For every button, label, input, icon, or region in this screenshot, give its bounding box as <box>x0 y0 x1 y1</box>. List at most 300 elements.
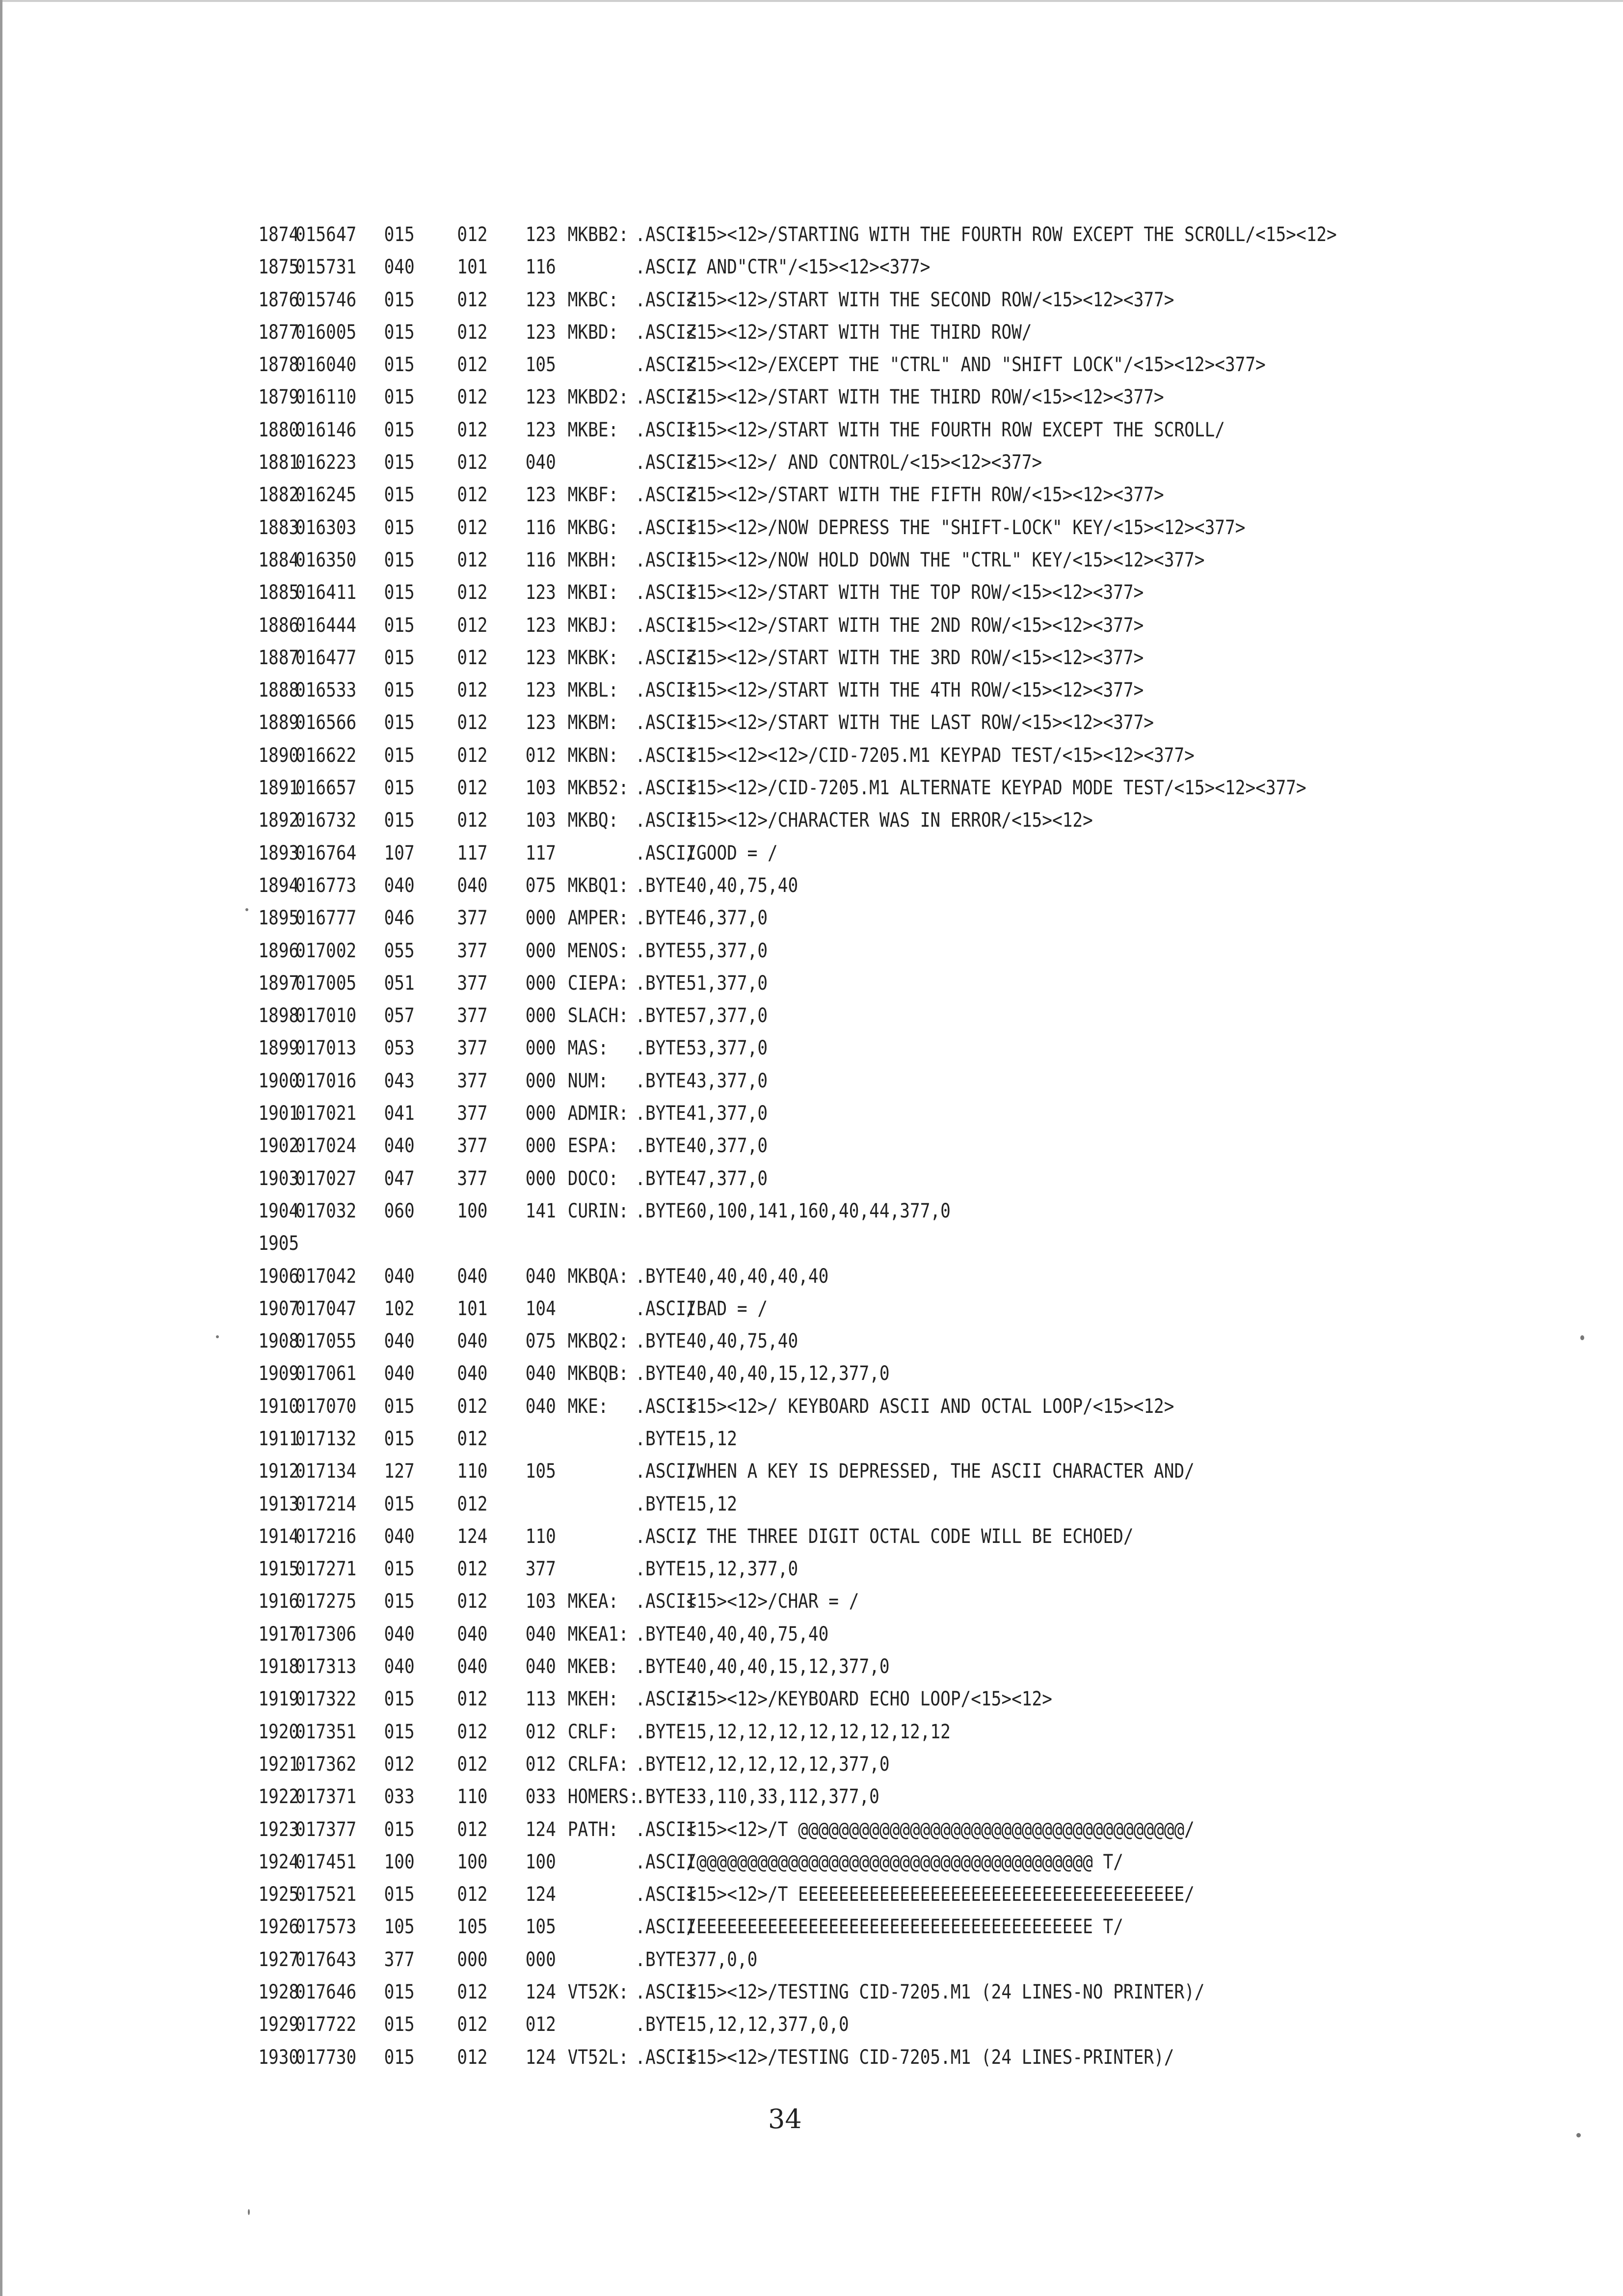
line-number: 1904 <box>258 1199 299 1222</box>
byte-1: 015 <box>384 1688 415 1711</box>
line-number: 1915 <box>258 1558 299 1581</box>
byte-3: 000 <box>525 1948 556 1971</box>
line-number: 1910 <box>258 1395 299 1418</box>
byte-3: 000 <box>525 1102 556 1125</box>
line-number: 1918 <box>258 1655 299 1678</box>
directive: .ASCIZ <box>635 646 696 669</box>
operand: 40,377,0 <box>686 1134 768 1158</box>
address: 016533 <box>295 679 357 702</box>
byte-1: 055 <box>384 939 415 962</box>
listing-row <box>0 1520 1396 1553</box>
operand: <15><12>/TESTING CID-7205.M1 (24 LINES-PRINTER)/ <box>686 2046 1174 2069</box>
directive: .ASCIZ <box>635 1525 696 1548</box>
byte-3: 123 <box>525 711 556 734</box>
byte-3: 000 <box>525 972 556 995</box>
byte-3: 040 <box>525 1265 556 1288</box>
operand: <15><12>/NOW HOLD DOWN THE "CTRL" KEY/<15><12><377> <box>686 548 1205 571</box>
line-number: 1875 <box>258 256 299 279</box>
label: ESPA: <box>567 1134 619 1158</box>
listing-row <box>0 772 1396 804</box>
line-number: 1888 <box>258 679 299 702</box>
byte-2: 124 <box>457 1525 488 1548</box>
address: 017027 <box>295 1167 357 1190</box>
operand: <15><12>/NOW DEPRESS THE "SHIFT-LOCK" KEY/<15><12><377> <box>686 516 1246 539</box>
address: 017016 <box>295 1069 357 1092</box>
page-edge-top <box>0 0 1623 2</box>
byte-2: 012 <box>457 548 488 571</box>
listing-row <box>0 674 1396 706</box>
byte-3: 113 <box>525 1688 556 1711</box>
directive: .ASCII <box>635 777 696 800</box>
directive: .ASCII <box>635 614 696 637</box>
operand: 40,40,40,40,40 <box>686 1265 829 1288</box>
address: 017216 <box>295 1525 357 1548</box>
address: 017021 <box>295 1102 357 1125</box>
line-number: 1920 <box>258 1720 299 1743</box>
address: 016777 <box>295 907 357 930</box>
byte-2: 012 <box>457 809 488 832</box>
byte-1: 015 <box>384 223 415 246</box>
byte-1: 043 <box>384 1069 415 1092</box>
listing-row <box>0 999 1396 1032</box>
address: 016732 <box>295 809 357 832</box>
line-number: 1909 <box>258 1362 299 1385</box>
line-number: 1883 <box>258 516 299 539</box>
byte-3: 000 <box>525 1037 556 1060</box>
address: 016773 <box>295 874 357 897</box>
listing-row <box>0 1065 1396 1097</box>
address: 016444 <box>295 614 357 637</box>
label: SLACH: <box>567 1004 629 1027</box>
byte-1: 015 <box>384 777 415 800</box>
byte-1: 015 <box>384 646 415 669</box>
byte-1: 377 <box>384 1948 415 1971</box>
operand: 15,12,12,12,12,12,12,12,12 <box>686 1720 951 1743</box>
listing-row <box>0 1911 1396 1943</box>
assembly-listing <box>0 218 1623 2074</box>
byte-2: 012 <box>457 679 488 702</box>
address: 017070 <box>295 1395 357 1418</box>
address: 016622 <box>295 744 357 767</box>
label: PATH: <box>567 1818 619 1841</box>
line-number: 1922 <box>258 1785 299 1809</box>
byte-2: 101 <box>457 256 488 279</box>
address: 016350 <box>295 548 357 571</box>
byte-2: 012 <box>457 614 488 637</box>
byte-2: 012 <box>457 1720 488 1743</box>
operand: 15,12 <box>686 1427 737 1450</box>
line-number: 1895 <box>258 907 299 930</box>
listing-row <box>0 349 1396 381</box>
byte-3: 123 <box>525 581 556 604</box>
directive: .ASCII <box>635 581 696 604</box>
label: MKBQ: <box>567 809 619 832</box>
directive: .ASCII <box>635 1395 696 1418</box>
byte-3: 110 <box>525 1525 556 1548</box>
operand: <15><12>/START WITH THE FOURTH ROW EXCEPT THE SCROLL/ <box>686 418 1225 441</box>
operand: <15><12>/TESTING CID-7205.M1 (24 LINES-NO PRINTER)/ <box>686 1981 1205 2004</box>
directive: .BYTE <box>635 1004 686 1027</box>
line-number: 1912 <box>258 1460 299 1483</box>
line-number: 1898 <box>258 1004 299 1027</box>
byte-2: 012 <box>457 2013 488 2036</box>
byte-2: 377 <box>457 1167 488 1190</box>
address: 017134 <box>295 1460 357 1483</box>
label: MKBF: <box>567 484 619 507</box>
address: 017351 <box>295 1720 357 1743</box>
page-number: 34 <box>768 2104 802 2134</box>
byte-2: 012 <box>457 418 488 441</box>
line-number: 1921 <box>258 1753 299 1776</box>
byte-3: 105 <box>525 1460 556 1483</box>
byte-1: 015 <box>384 2013 415 2036</box>
byte-3: 000 <box>525 1167 556 1190</box>
address: 016110 <box>295 386 357 409</box>
directive: .BYTE <box>635 1069 686 1092</box>
label: MKBK: <box>567 646 619 669</box>
byte-3: 123 <box>525 321 556 344</box>
directive: .ASCIZ <box>635 288 696 311</box>
operand: 43,377,0 <box>686 1069 768 1092</box>
byte-2: 012 <box>457 1492 488 1515</box>
directive: .BYTE <box>635 1037 686 1060</box>
label: MKBB2: <box>567 223 629 246</box>
line-number: 1901 <box>258 1102 299 1125</box>
line-number: 1908 <box>258 1330 299 1353</box>
line-number: 1905 <box>258 1232 299 1255</box>
byte-2: 012 <box>457 646 488 669</box>
listing-row <box>0 1716 1396 1748</box>
address: 017643 <box>295 1948 357 1971</box>
operand: <15><12>/ AND CONTROL/<15><12><377> <box>686 451 1042 474</box>
address: 016040 <box>295 353 357 377</box>
byte-3: 040 <box>525 1395 556 1418</box>
listing-row <box>0 1130 1396 1162</box>
byte-2: 100 <box>457 1850 488 1873</box>
label: MKEA1: <box>567 1622 629 1646</box>
byte-2: 040 <box>457 1362 488 1385</box>
label: MKE: <box>567 1395 609 1418</box>
operand: <15><12><12>/CID-7205.M1 KEYPAD TEST/<15><12><377> <box>686 744 1195 767</box>
operand: 15,12,12,377,0,0 <box>686 2013 849 2036</box>
scan-speck <box>245 908 248 911</box>
operand: 51,377,0 <box>686 972 768 995</box>
directive: .BYTE <box>635 1492 686 1515</box>
label: MKBN: <box>567 744 619 767</box>
directive: .BYTE <box>635 1753 686 1776</box>
line-number: 1923 <box>258 1818 299 1841</box>
label: MKB52: <box>567 777 629 800</box>
label: MKBI: <box>567 581 619 604</box>
line-number: 1926 <box>258 1916 299 1939</box>
byte-1: 107 <box>384 841 415 864</box>
line-number: 1880 <box>258 418 299 441</box>
line-number: 1925 <box>258 1883 299 1906</box>
operand: 15,12,377,0 <box>686 1558 798 1581</box>
label: MKBE: <box>567 418 619 441</box>
line-number: 1889 <box>258 711 299 734</box>
directive: .BYTE <box>635 1655 686 1678</box>
byte-1: 015 <box>384 386 415 409</box>
byte-2: 012 <box>457 1818 488 1841</box>
address: 017306 <box>295 1622 357 1646</box>
byte-1: 040 <box>384 1362 415 1385</box>
byte-3: 000 <box>525 907 556 930</box>
listing-row <box>0 479 1396 511</box>
directive: .ASCIZ <box>635 321 696 344</box>
byte-2: 012 <box>457 386 488 409</box>
byte-2: 012 <box>457 1883 488 1906</box>
byte-2: 117 <box>457 841 488 864</box>
label: MKBQB: <box>567 1362 629 1385</box>
operand: <15><12>/ KEYBOARD ASCII AND OCTAL LOOP/<15><12> <box>686 1395 1174 1418</box>
directive: .ASCII <box>635 1981 696 2004</box>
byte-1: 040 <box>384 256 415 279</box>
directive: .ASCII <box>635 548 696 571</box>
address: 017313 <box>295 1655 357 1678</box>
listing-row <box>0 804 1396 837</box>
line-number: 1929 <box>258 2013 299 2036</box>
address: 017377 <box>295 1818 357 1841</box>
byte-1: 047 <box>384 1167 415 1190</box>
byte-3: 141 <box>525 1199 556 1222</box>
byte-1: 015 <box>384 1427 415 1450</box>
address: 017371 <box>295 1785 357 1809</box>
label: MKEB: <box>567 1655 619 1678</box>
byte-2: 012 <box>457 1753 488 1776</box>
address: 017451 <box>295 1850 357 1873</box>
line-number: 1914 <box>258 1525 299 1548</box>
byte-1: 015 <box>384 679 415 702</box>
label: MAS: <box>567 1037 609 1060</box>
directive: .ASCII <box>635 223 696 246</box>
byte-2: 012 <box>457 2046 488 2069</box>
listing-row <box>0 1488 1396 1520</box>
directive: .ASCII <box>635 711 696 734</box>
operand: / AND"CTR"/<15><12><377> <box>686 256 931 279</box>
byte-3: 075 <box>525 874 556 897</box>
listing-row <box>0 1423 1396 1455</box>
line-number: 1882 <box>258 484 299 507</box>
address: 015731 <box>295 256 357 279</box>
listing-row <box>0 1813 1396 1846</box>
byte-3: 103 <box>525 777 556 800</box>
byte-1: 040 <box>384 874 415 897</box>
line-number: 1881 <box>258 451 299 474</box>
byte-1: 102 <box>384 1297 415 1320</box>
operand: 46,377,0 <box>686 907 768 930</box>
directive: .ASCIZ <box>635 256 696 279</box>
address: 016566 <box>295 711 357 734</box>
byte-1: 015 <box>384 1492 415 1515</box>
byte-1: 015 <box>384 418 415 441</box>
listing-row <box>0 284 1396 316</box>
label: MKBJ: <box>567 614 619 637</box>
byte-2: 377 <box>457 1037 488 1060</box>
line-number: 1893 <box>258 841 299 864</box>
operand: <15><12>/START WITH THE THIRD ROW/ <box>686 321 1032 344</box>
byte-3: 100 <box>525 1850 556 1873</box>
byte-2: 012 <box>457 711 488 734</box>
label: MKEH: <box>567 1688 619 1711</box>
directive: .BYTE <box>635 1785 686 1809</box>
byte-3: 105 <box>525 1916 556 1939</box>
scan-speck <box>216 1335 219 1338</box>
address: 017362 <box>295 1753 357 1776</box>
address: 017002 <box>295 939 357 962</box>
byte-3: 123 <box>525 646 556 669</box>
byte-1: 015 <box>384 1981 415 2004</box>
byte-3: 124 <box>525 1981 556 2004</box>
listing-row <box>0 642 1396 674</box>
operand: <15><12>/START WITH THE LAST ROW/<15><12><377> <box>686 711 1154 734</box>
listing-row <box>0 316 1396 349</box>
operand: <15><12>/KEYBOARD ECHO LOOP/<15><12> <box>686 1688 1052 1711</box>
listing-row <box>0 544 1396 576</box>
directive: .BYTE <box>635 939 686 962</box>
operand: <15><12>/CID-7205.M1 ALTERNATE KEYPAD MODE TEST/<15><12><377> <box>686 777 1306 800</box>
operand: <15><12>/START WITH THE 2ND ROW/<15><12><377> <box>686 614 1144 637</box>
listing-row <box>0 902 1396 934</box>
byte-2: 000 <box>457 1948 488 1971</box>
directive: .ASCII <box>635 744 696 767</box>
listing-row <box>0 1293 1396 1325</box>
operand: 41,377,0 <box>686 1102 768 1125</box>
label: CIEPA: <box>567 972 629 995</box>
listing-row <box>0 414 1396 446</box>
address: 016411 <box>295 581 357 604</box>
operand: <15><12>/CHAR = / <box>686 1590 859 1613</box>
operand: <15><12>/START WITH THE TOP ROW/<15><12><377> <box>686 581 1144 604</box>
directive: .ASCIZ <box>635 451 696 474</box>
byte-1: 015 <box>384 516 415 539</box>
operand: /EEEEEEEEEEEEEEEEEEEEEEEEEEEEEEEEEEEEEEE T/ <box>686 1916 1123 1939</box>
byte-1: 040 <box>384 1525 415 1548</box>
listing-row <box>0 1878 1396 1911</box>
line-number: 1884 <box>258 548 299 571</box>
line-number: 1906 <box>258 1265 299 1288</box>
byte-3: 075 <box>525 1330 556 1353</box>
byte-2: 110 <box>457 1785 488 1809</box>
address: 017042 <box>295 1265 357 1288</box>
directive: .ASCII <box>635 809 696 832</box>
byte-3: 012 <box>525 1720 556 1743</box>
operand: <15><12>/START WITH THE 3RD ROW/<15><12><377> <box>686 646 1144 669</box>
byte-3: 123 <box>525 288 556 311</box>
byte-1: 015 <box>384 1818 415 1841</box>
directive: .BYTE <box>635 1622 686 1646</box>
byte-3: 123 <box>525 223 556 246</box>
directive: .BYTE <box>635 1167 686 1190</box>
line-number: 1878 <box>258 353 299 377</box>
directive: .BYTE <box>635 1102 686 1125</box>
listing-row <box>0 1455 1396 1487</box>
line-number: 1924 <box>258 1850 299 1873</box>
line-number: 1897 <box>258 972 299 995</box>
operand: 55,377,0 <box>686 939 768 962</box>
byte-1: 053 <box>384 1037 415 1060</box>
byte-3: 105 <box>525 353 556 377</box>
label: CURIN: <box>567 1199 629 1222</box>
directive: .ASCII <box>635 1850 696 1873</box>
byte-2: 012 <box>457 484 488 507</box>
byte-2: 012 <box>457 1981 488 2004</box>
line-number: 1903 <box>258 1167 299 1190</box>
byte-3: 033 <box>525 1785 556 1809</box>
byte-3: 123 <box>525 418 556 441</box>
byte-3: 040 <box>525 1655 556 1678</box>
operand: 12,12,12,12,12,377,0 <box>686 1753 890 1776</box>
byte-3: 103 <box>525 809 556 832</box>
byte-2: 012 <box>457 321 488 344</box>
line-number: 1896 <box>258 939 299 962</box>
listing-row <box>0 837 1396 869</box>
operand: 40,40,40,15,12,377,0 <box>686 1655 890 1678</box>
line-number: 1876 <box>258 288 299 311</box>
operand: <15><12>/CHARACTER WAS IN ERROR/<15><12> <box>686 809 1093 832</box>
address: 016245 <box>295 484 357 507</box>
line-number: 1902 <box>258 1134 299 1158</box>
byte-2: 012 <box>457 581 488 604</box>
byte-2: 101 <box>457 1297 488 1320</box>
line-number: 1916 <box>258 1590 299 1613</box>
operand: <15><12>/START WITH THE THIRD ROW/<15><12><377> <box>686 386 1164 409</box>
address: 016223 <box>295 451 357 474</box>
listing-row <box>0 1357 1396 1390</box>
label: MKBM: <box>567 711 619 734</box>
directive: .ASCIZ <box>635 386 696 409</box>
byte-3: 000 <box>525 939 556 962</box>
directive: .ASCII <box>635 1590 696 1613</box>
label: MKBQ2: <box>567 1330 629 1353</box>
byte-2: 012 <box>457 744 488 767</box>
byte-1: 041 <box>384 1102 415 1125</box>
operand: 53,377,0 <box>686 1037 768 1060</box>
byte-3: 116 <box>525 548 556 571</box>
operand: 377,0,0 <box>686 1948 758 1971</box>
listing-row <box>0 1748 1396 1781</box>
listing-row <box>0 2041 1396 2074</box>
directive: .ASCII <box>635 679 696 702</box>
operand: <15><12>/START WITH THE FIFTH ROW/<15><12><377> <box>686 484 1164 507</box>
byte-1: 127 <box>384 1460 415 1483</box>
byte-2: 377 <box>457 907 488 930</box>
scan-speck <box>1576 2133 1581 2137</box>
line-number: 1899 <box>258 1037 299 1060</box>
label: MKBL: <box>567 679 619 702</box>
operand: 60,100,141,160,40,44,377,0 <box>686 1199 951 1222</box>
line-number: 1892 <box>258 809 299 832</box>
byte-1: 015 <box>384 484 415 507</box>
scan-speck <box>1580 1335 1584 1340</box>
label: AMPER: <box>567 907 629 930</box>
operand: 47,377,0 <box>686 1167 768 1190</box>
directive: .BYTE <box>635 1948 686 1971</box>
directive: .ASCII <box>635 1883 696 1906</box>
operand: /@@@@@@@@@@@@@@@@@@@@@@@@@@@@@@@@@@@@@@@ T/ <box>686 1850 1123 1873</box>
byte-2: 377 <box>457 1004 488 1027</box>
listing-row <box>0 1162 1396 1195</box>
byte-1: 040 <box>384 1655 415 1678</box>
address: 016005 <box>295 321 357 344</box>
byte-3: 000 <box>525 1069 556 1092</box>
listing-row <box>0 2008 1396 2041</box>
address: 016477 <box>295 646 357 669</box>
listing-row <box>0 218 1396 251</box>
listing-row <box>0 1325 1396 1357</box>
address: 017013 <box>295 1037 357 1060</box>
byte-1: 057 <box>384 1004 415 1027</box>
